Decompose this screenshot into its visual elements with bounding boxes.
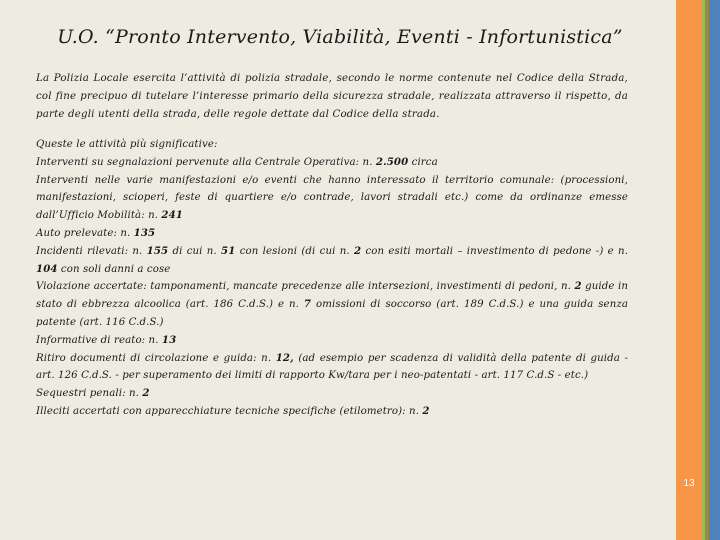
list-item-incidenti: Incidenti rilevati: n. 155 di cui n. 51 con lesioni (di cui n. 2 con esiti mortali – investimento di pedone -) e n. 104 con soli danni a cose xyxy=(36,244,629,275)
list-item-interventi-manifestazioni: Interventi nelle varie manifestazioni e/o eventi che hanno interessato il territorio comunale: (processioni, manifestazioni, scioperi, feste di quartiere e/o contrade, lavori stradali etc.) come da ordinanze emesse dall’Ufficio Mobilità: n. 241 xyxy=(36,174,628,222)
list-item-informative: Informative di reato: n. 13 xyxy=(36,333,177,346)
intro-paragraph: La Polizia Locale esercita l’attività di polizia stradale, secondo le norme contenute nel Codice della Strada, col fine precipuo di tutelare l’interesse primario della sicurezza stradale, realizzata attraverso il rispetto, da parte degli utenti della strada, delle regole dettate dal Codice della strada. xyxy=(36,73,628,120)
orange-bar xyxy=(676,0,702,540)
blue-bar xyxy=(709,0,720,540)
list-item-illeciti: Illeciti accertati con apparecchiature tecniche specifiche (etilometro): n. 2 xyxy=(36,404,430,417)
decorative-side-bars xyxy=(676,0,720,540)
list-item-ritiro-documenti: Ritiro documenti di circolazione e guida: n. 12, (ad esempio per scadenza di validità della patente di guida - art. 126 C.d.S. - per superamento dei limiti di rapporto Kw/tara per i neo-patentati - art. 117 C.d.S - etc.) xyxy=(36,351,628,382)
activities-list xyxy=(36,136,628,421)
list-item-interventi-segnalazioni: Interventi su segnalazioni pervenute alla Centrale Operativa: n. 2.500 circa xyxy=(36,155,438,168)
slide-title: U.O. “Pronto Intervento, Viabilità, Eventi - Infortunistica” xyxy=(57,26,623,48)
list-item-auto-prelevate: Auto prelevate: n. 135 xyxy=(36,226,156,239)
page-number: 13 xyxy=(683,478,695,489)
list-item-sequestri: Sequestri penali: n. 2 xyxy=(36,387,150,400)
list-item-violazioni: Violazione accertate: tamponamenti, mancate precedenze alle intersezioni, investimenti di pedoni, n. 2 guide in stato di ebbrezza alcoolica (art. 186 C.d.S.) e n. 7 omissioni di soccorso (art. 189 C.d.S.) e una guida senza patente (art. 116 C.d.S.) xyxy=(36,280,628,328)
list-heading: Queste le attività più significative: xyxy=(36,139,218,150)
